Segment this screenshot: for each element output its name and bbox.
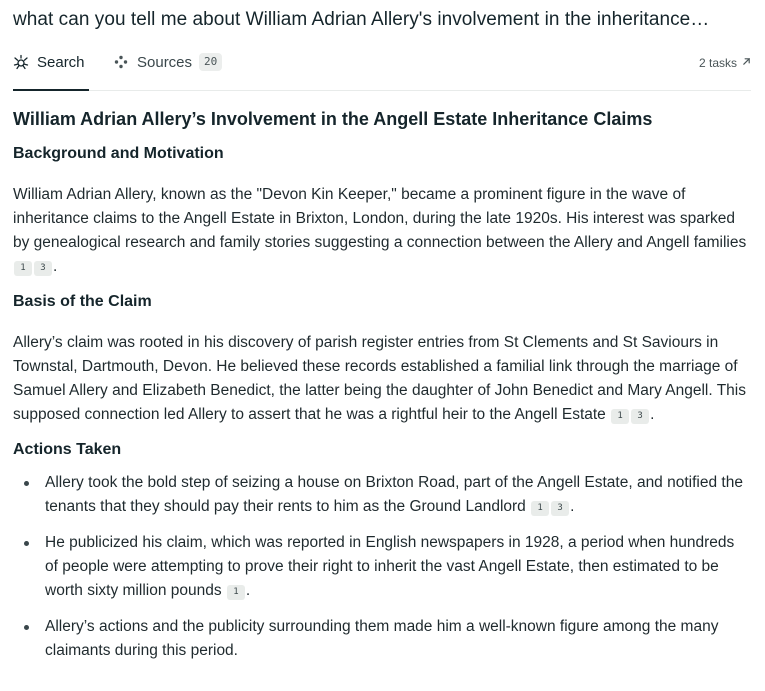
paragraph-text: William Adrian Allery, known as the "Devon Kin Keeper," became a prominent figure in the wave of inheritance claims to the Angell Estate in Brixton, London, during the late 1920s. His interest was sparked by genealogical research and family stories suggesting a connection between the Allery and Angell families bbox=[13, 186, 747, 251]
sources-tab-icon bbox=[113, 54, 129, 70]
arrow-up-right-icon bbox=[742, 57, 751, 69]
section-heading-background: Background and Motivation bbox=[13, 145, 224, 162]
answer-title: William Adrian Allery’s Involvement in the Angell Estate Inheritance Claims bbox=[13, 109, 653, 129]
citation-badge[interactable]: 3 bbox=[631, 409, 649, 424]
citation-badge[interactable]: 1 bbox=[531, 501, 549, 516]
tasks-label: 2 tasks bbox=[698, 56, 737, 70]
result-tabs bbox=[13, 42, 751, 91]
section-heading-actions: Actions Taken bbox=[13, 441, 122, 458]
tasks-link[interactable] bbox=[699, 56, 751, 70]
tab-sources[interactable] bbox=[113, 52, 222, 72]
query-title: what can you tell me about William Adrian Allery's involvement in the inheritance… bbox=[13, 9, 710, 30]
section-paragraph-background: William Adrian Allery, known as the "Devon Kin Keeper," became a prominent figure in the wave of inheritance claims to the Angell Estate in Brixton, London, during the late 1920s. His interest was sparked by genealogical research and family stories suggesting a connection between the Allery and Angell families 1 3 . bbox=[13, 186, 747, 275]
tab-search[interactable] bbox=[13, 52, 85, 72]
actions-list bbox=[13, 471, 751, 663]
citation-badge[interactable]: 3 bbox=[34, 261, 52, 276]
sources-count-badge: 20 bbox=[199, 53, 222, 71]
section-heading-basis: Basis of the Claim bbox=[13, 293, 152, 310]
list-item bbox=[13, 615, 751, 663]
citation-badge[interactable]: 1 bbox=[14, 261, 32, 276]
citation-badge[interactable]: 1 bbox=[227, 585, 245, 600]
list-item-text: He publicized his claim, which was reported in English newspapers in 1928, a period when hundreds of people were attempting to prove their right to inherit the vast Angell Estate, then estimated to be worth sixty million pounds bbox=[45, 534, 735, 599]
list-item-text: Allery’s actions and the publicity surrounding them made him a well-known figure among the many claimants during this period. bbox=[45, 618, 719, 659]
list-item: He publicized his claim, which was reported in English newspapers in 1928, a period when hundreds of people were attempting to prove their right to inherit the vast Angell Estate, then estimated to be worth sixty million pounds 1 . bbox=[13, 531, 751, 603]
active-tab-underline bbox=[13, 89, 89, 91]
tab-sources-label: Sources bbox=[137, 53, 193, 71]
search-tab-icon bbox=[13, 54, 29, 70]
tab-search-label: Search bbox=[37, 53, 85, 71]
list-item-text: Allery took the bold step of seizing a house on Brixton Road, part of the Angell Estate, and notified the tenants that they should pay their rents to him as the Ground Landlord bbox=[45, 474, 743, 515]
section-paragraph-basis: Allery’s claim was rooted in his discovery of parish register entries from St Clements and St Saviours in Townstal, Dartmouth, Devon. He believed these records established a familial link through the marriage of Samuel Allery and Elizabeth Benedict, the latter being the daughter of John Benedict and Mary Angell. This supposed connection led Allery to assert that he was a rightful heir to the Angell Estate 1 3 . bbox=[13, 334, 746, 423]
paragraph-text: Allery’s claim was rooted in his discovery of parish register entries from St Clements and St Saviours in Townstal, Dartmouth, Devon. He believed these records established a familial link through the marriage of Samuel Allery and Elizabeth Benedict, the latter being the daughter of John Benedict and Mary Angell. This supposed connection led Allery to assert that he was a rightful heir to the Angell Estate bbox=[13, 334, 746, 423]
citation-badge[interactable]: 3 bbox=[551, 501, 569, 516]
list-item: Allery took the bold step of seizing a house on Brixton Road, part of the Angell Estate, and notified the tenants that they should pay their rents to him as the Ground Landlord 1 3 . bbox=[13, 471, 751, 519]
citation-badge[interactable]: 1 bbox=[611, 409, 629, 424]
